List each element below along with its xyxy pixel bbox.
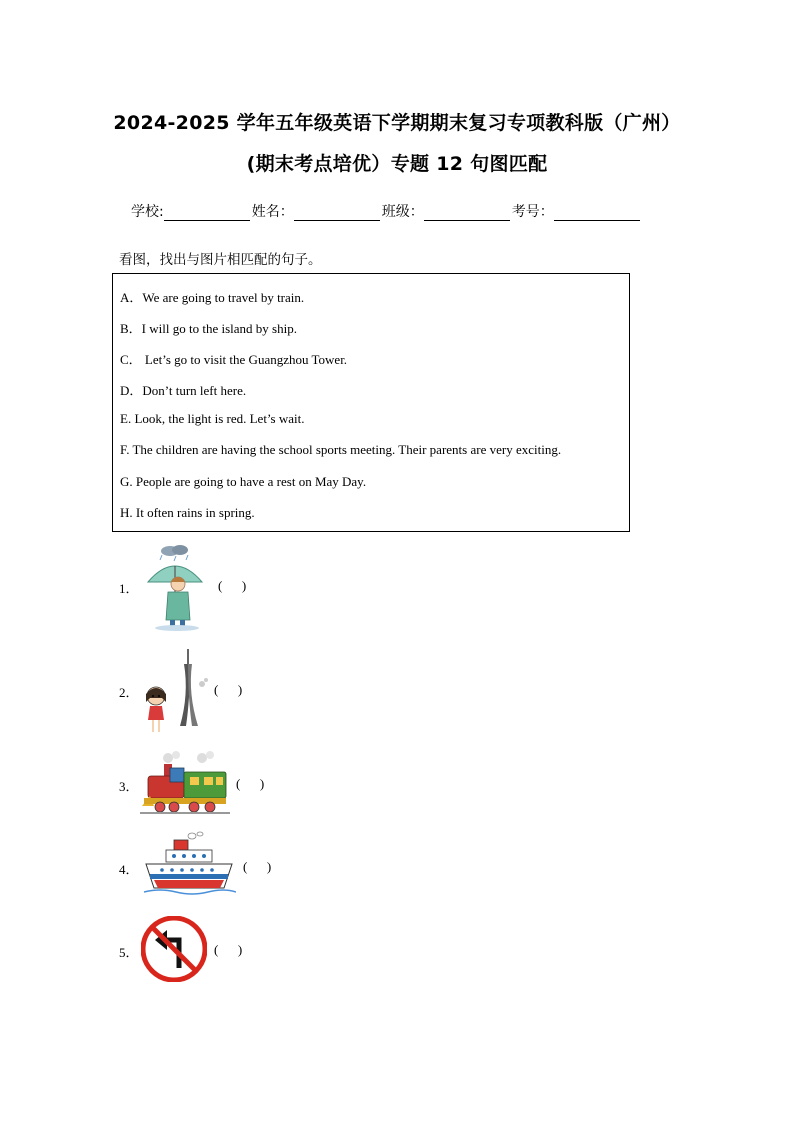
question-3-answer-blank[interactable]: ( )	[236, 776, 265, 791]
option-g: G. People are going to have a rest on May Day.	[120, 474, 367, 489]
question-2-number: 2．	[119, 685, 139, 700]
school-label: 学校:	[131, 204, 164, 220]
page-title-line2: (期末考点培优）专题 12 句图匹配	[246, 153, 548, 175]
school-blank[interactable]	[164, 205, 250, 221]
question-2-answer-blank[interactable]: ( )	[214, 682, 243, 697]
exam-no-label: 考号：	[511, 204, 554, 220]
option-d: D．Don’t turn left here.	[120, 383, 247, 398]
question-5-answer-blank[interactable]: ( )	[214, 942, 243, 957]
name-blank[interactable]	[294, 205, 380, 221]
option-e: E. Look, the light is red. Let’s wait.	[120, 411, 305, 426]
option-f: F. The children are having the school sports meeting. Their parents are very exciting.	[120, 442, 562, 457]
question-3-number: 3．	[119, 779, 139, 794]
option-h: H. It often rains in spring.	[120, 505, 255, 520]
instruction: 看图，找出与图片相匹配的句子。	[119, 252, 322, 268]
train-icon	[140, 750, 230, 816]
guangzhou-tower-icon	[140, 644, 212, 736]
class-blank[interactable]	[424, 205, 510, 221]
option-b: B．I will go to the island by ship.	[120, 321, 297, 336]
name-label: 姓名：	[251, 204, 294, 220]
no-left-turn-sign-icon	[141, 916, 207, 982]
question-5-number: 5．	[119, 945, 139, 960]
student-info-row	[131, 201, 642, 221]
question-4-answer-blank[interactable]: ( )	[243, 859, 272, 874]
question-1-number: 1．	[119, 581, 139, 596]
options-box	[112, 273, 630, 532]
question-1-answer-blank[interactable]: ( )	[218, 578, 247, 593]
girl-in-rain-icon	[140, 542, 210, 632]
ship-icon	[140, 830, 236, 900]
class-label: 班级：	[381, 204, 424, 220]
page-title-line1: 2024-2025 学年五年级英语下学期期末复习专项教科版（广州）	[113, 112, 681, 134]
question-4-number: 4．	[119, 862, 139, 877]
option-c: C． Let’s go to visit the Guangzhou Tower.	[120, 352, 348, 367]
exam-no-blank[interactable]	[554, 205, 640, 221]
option-a: A．We are going to travel by train.	[120, 290, 305, 305]
